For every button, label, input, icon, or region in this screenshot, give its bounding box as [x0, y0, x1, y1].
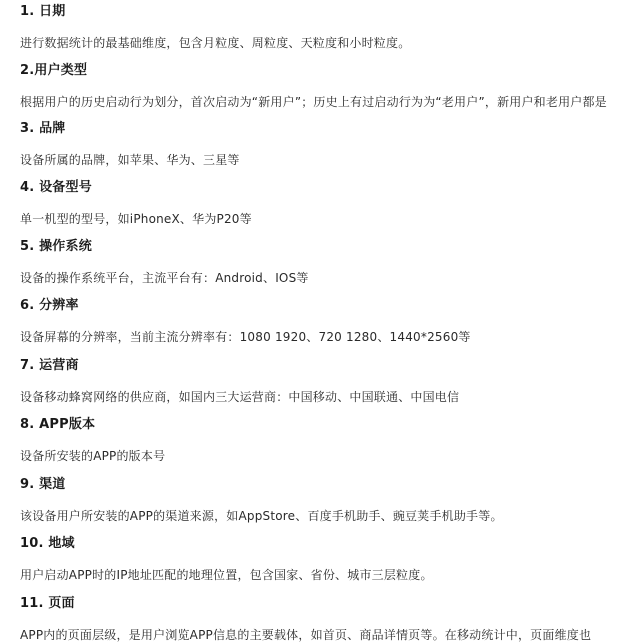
section-heading: 1. 日期	[20, 4, 66, 19]
section-date	[20, 3, 625, 52]
section-carrier	[20, 357, 625, 406]
section-page	[20, 595, 625, 643]
section-heading: 2.用户类型	[20, 63, 88, 78]
section-description: 该设备用户所安装的APP的渠道来源，如AppStore、百度手机助手、豌豆荚手机助手等。	[20, 509, 503, 523]
section-heading: 4. 设备型号	[20, 180, 92, 195]
section-resolution	[20, 297, 625, 346]
section-channel	[20, 476, 625, 525]
section-heading: 11. 页面	[20, 596, 75, 611]
section-app-version	[20, 416, 625, 465]
section-heading: 7. 运营商	[20, 358, 79, 373]
section-brand	[20, 120, 625, 169]
section-heading: 10. 地域	[20, 536, 75, 551]
section-description: 根据用户的历史启动行为划分，首次启动为“新用户”；历史上有过启动行为为“老用户”，新用户和老用户都是	[20, 95, 607, 109]
section-description: 设备移动蜂窝网络的供应商，如国内三大运营商：中国移动、中国联通、中国电信	[20, 390, 460, 404]
section-heading: 3. 品牌	[20, 121, 66, 136]
section-description: 进行数据统计的最基础维度，包含月粒度、周粒度、天粒度和小时粒度。	[20, 36, 411, 50]
section-region	[20, 535, 625, 584]
section-description: 用户启动APP时的IP地址匹配的地理位置，包含国家、省份、城市三层粒度。	[20, 568, 433, 582]
section-heading: 5. 操作系统	[20, 239, 92, 254]
section-heading: 9. 渠道	[20, 477, 66, 492]
section-description: APP内的页面层级，是用户浏览APP信息的主要载体，如首页、商品详情页等。在移动统计中，页面维度也	[20, 628, 592, 642]
section-description: 单一机型的型号，如iPhoneX、华为P20等	[20, 212, 252, 226]
section-os	[20, 238, 625, 287]
section-user-type	[20, 62, 625, 111]
section-heading: 6. 分辨率	[20, 298, 79, 313]
section-description: 设备所属的品牌，如苹果、华为、三星等	[20, 153, 240, 167]
section-heading: 8. APP版本	[20, 417, 96, 432]
section-description: 设备屏幕的分辨率，当前主流分辨率有：1080 1920、720 1280、1440*2560等	[20, 330, 471, 344]
section-device-model	[20, 179, 625, 228]
section-description: 设备的操作系统平台，主流平台有：Android、IOS等	[20, 271, 309, 285]
section-description: 设备所安装的APP的版本号	[20, 449, 166, 463]
